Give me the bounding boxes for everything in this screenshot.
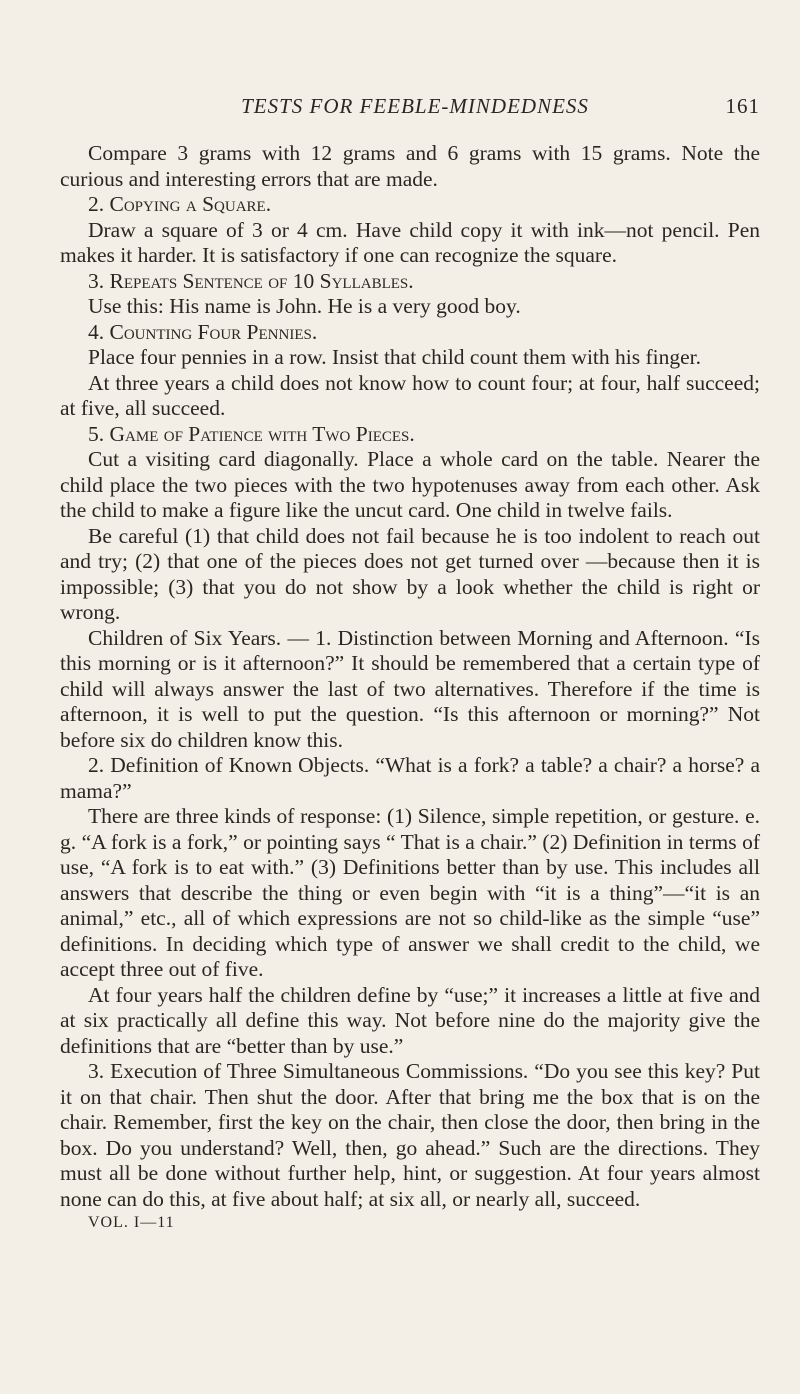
para-7: Be careful (1) that child does not fail because he is too indolent to reach out and try; (2) that one of the pieces does not get turned over —because then it is impossible; (3) that you do not show by a look whether the child is right or wrong.	[60, 523, 760, 624]
running-header	[60, 94, 760, 119]
heading-counting-pennies: 4. Counting Four Pennies.	[88, 319, 318, 344]
signature-mark: VOL. I—11	[88, 1214, 175, 1231]
heading-repeats-sentence: 3. Repeats Sentence of 10 Syllables.	[88, 268, 414, 293]
running-title: TESTS FOR FEEBLE-MINDEDNESS	[241, 94, 589, 118]
para-four-years: At four years half the children define by “use;” it increases a little at five and at six practically all define this way. Not before nine do the majority give the definitions that are “better than by use.”	[60, 982, 760, 1058]
heading-game-patience: 5. Game of Patience with Two Pieces.	[88, 421, 415, 446]
page-body	[60, 141, 760, 1212]
para-3: Use this: His name is John. He is a very good boy.	[88, 294, 521, 318]
para-children-six-years: Children of Six Years. — 1. Distinction between Morning and Afternoon. “Is this morning or is it afternoon?” It should be remembered that a certain type of child will always answer the last of two alternatives. Therefore if the time is afternoon, it is well to put the question. “Is this afternoon or morning?” Not before six do children know this.	[60, 625, 760, 752]
heading-copying-square: 2. Copying a Square.	[88, 192, 272, 216]
para-definition-objects: 2. Definition of Known Objects. “What is a fork? a table? a chair? a horse? a mama?”	[60, 753, 760, 803]
para-2: Draw a square of 3 or 4 cm. Have child copy it with ink—not pencil. Pen makes it harder. It is satisfactory if one can recognize the square.	[60, 217, 760, 267]
para-5: At three years a child does not know how to count four; at four, half succeed; at five, all succeed.	[60, 370, 760, 420]
para-three-commissions: 3. Execution of Three Simultaneous Commissions. “Do you see this key? Put it on that chair. Then shut the door. After that bring me the box that is on the chair. Remember, first the key on the chair, then close the door, then bring in the box. Do you understand? Well, then, go ahead.” Such are the directions. They must all be done without further help, hint, or suggestion. At four years almost none can do this, at five about half; at six all, or nearly all, succeed.	[60, 1059, 760, 1211]
para-4: Place four pennies in a row. Insist that child count them with his finger.	[88, 345, 702, 369]
book-page	[60, 94, 760, 1232]
para-6: Cut a visiting card diagonally. Place a whole card on the table. Nearer the child place the two pieces with the two hypotenuses away from each other. Ask the child to make a figure like the uncut card. One child in twelve fails.	[60, 447, 760, 522]
para-kinds-of-response: There are three kinds of response: (1) Silence, simple repetition, or gesture. e. g. “A fork is a fork,” or pointing says “ That is a chair.” (2) Definition in terms of use, “A fork is to eat with.” (3) Definitions better than by use. This includes all answers that describe the thing or even begin with “it is a thing”—“it is an animal,” etc., all of which expressions are not so child-like as the simple “use” definitions. In deciding which type of answer we shall credit to the child, we accept three out of five.	[60, 804, 760, 981]
page-number: 161	[725, 94, 760, 118]
para-1: Compare 3 grams with 12 grams and 6 grams with 15 grams. Note the curious and interesting errors that are made.	[60, 141, 760, 191]
